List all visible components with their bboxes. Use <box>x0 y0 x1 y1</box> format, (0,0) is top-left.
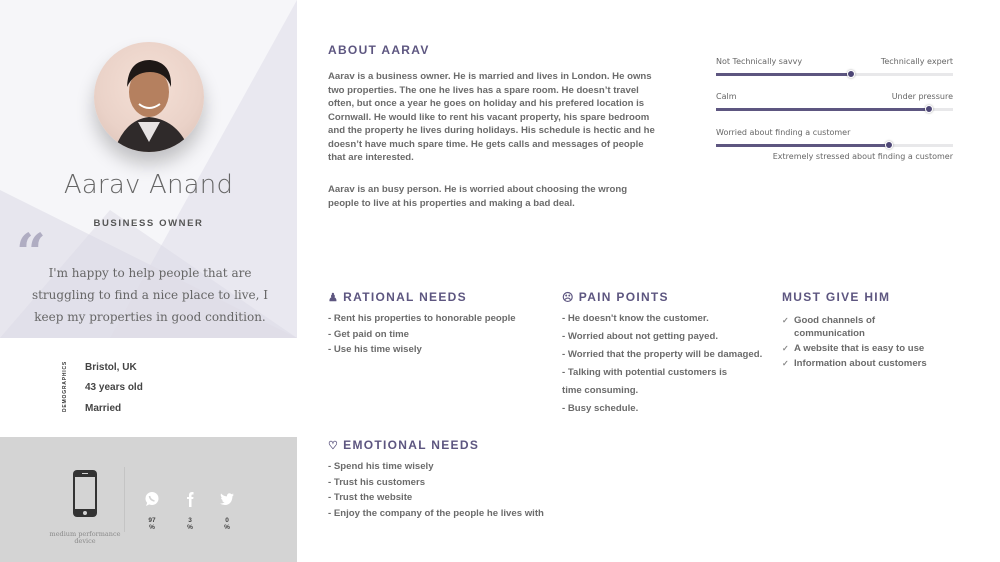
list-item: - Rent his properties to honorable people <box>328 313 516 324</box>
avatar <box>94 42 204 152</box>
rational-needs-title: ♟ RATIONAL NEEDS <box>328 290 467 304</box>
about-paragraph-1: Aarav is a business owner. He is married and lives in London. He owns two properties. The one he lives has a spare room. He doesn’t travel often, but once a year he goes on holiday and his prefered location is Cornwall. He would like to rent his vacant property, his spare bedroom and the property he lives during holidays. His schedule is hectic and he doesn’t have much spare time. He gets calls and messages of people that are interested. <box>328 71 655 163</box>
emotional-needs-title: ♡ EMOTIONAL NEEDS <box>328 438 480 452</box>
list-item: - Worried about not getting payed. <box>562 331 718 342</box>
pain-points-list <box>562 310 762 418</box>
list-item: - Enjoy the company of the people he lives with <box>328 507 544 519</box>
quote-icon: “ <box>16 223 46 284</box>
trait-slider-stress <box>716 128 953 161</box>
profile-header <box>0 0 297 338</box>
slider-fill <box>716 73 851 76</box>
slider-fill <box>716 144 889 147</box>
emotional-needs-list <box>328 459 544 521</box>
list-item: - Trust the website <box>328 492 413 503</box>
trait-right-label: Technically expert <box>880 57 953 66</box>
whatsapp-usage: 97 % <box>148 517 156 531</box>
twitter-usage: 0 % <box>224 517 230 531</box>
twitter-icon <box>219 491 235 507</box>
list-item: - Busy schedule. <box>562 403 639 414</box>
pain-points-title: ☹ PAIN POINTS <box>562 290 669 304</box>
trait-right-label: Extremely stressed about finding a customer <box>772 152 953 161</box>
list-item: - Spend his time wisely <box>328 461 434 472</box>
list-item: ✓ A website that is easy to use <box>782 343 925 354</box>
rational-needs-list <box>328 311 516 358</box>
slider-knob <box>847 70 855 78</box>
facebook-usage: 3 % <box>187 517 193 531</box>
avatar-photo <box>94 42 204 152</box>
demographic-age: 43 years old <box>85 382 143 393</box>
trait-slider-pressure <box>716 92 953 111</box>
trait-left-label: Calm <box>716 92 737 101</box>
list-item: - Worried that the property will be damaged. <box>562 349 763 360</box>
must-give-title: MUST GIVE HIM <box>782 290 891 304</box>
whatsapp-icon <box>144 491 160 507</box>
demographics-section <box>0 338 297 437</box>
user-icon: ♟ <box>328 292 340 304</box>
slider-knob <box>925 105 933 113</box>
slider-fill <box>716 108 929 111</box>
facebook-icon <box>182 491 198 507</box>
sad-face-icon: ☹ <box>562 292 575 304</box>
smartphone-icon <box>73 470 97 517</box>
list-item: - Trust his customers <box>328 476 426 488</box>
list-item: ✓ Information about customers <box>782 358 927 369</box>
list-item: - He doesn't know the customer. <box>562 313 709 324</box>
about-title: ABOUT AARAV <box>328 43 430 57</box>
list-item: - Get paid on time <box>328 328 410 340</box>
about-paragraph-2: Aarav is an busy person. He is worried about choosing the wrong people to live at his properties and making a bad deal. <box>328 184 628 209</box>
demographic-location: Bristol, UK <box>85 362 137 373</box>
demographics-label: DEMOGRAPHICS <box>62 361 68 412</box>
slider-track <box>716 108 953 111</box>
device-caption: medium performance device <box>49 530 121 545</box>
device-section <box>0 437 297 562</box>
trait-left-label: Not Technically savvy <box>716 57 803 66</box>
check-icon: ✓ <box>782 316 789 325</box>
persona-role: BUSINESS OWNER <box>93 218 204 229</box>
list-item: - Use his time wisely <box>328 344 422 355</box>
demographic-status: Married <box>85 403 122 414</box>
trait-left-label: Worried about finding a customer <box>716 128 851 137</box>
slider-track <box>716 73 953 76</box>
list-item: ✓ Good channels of communication <box>782 315 876 339</box>
check-icon: ✓ <box>782 359 789 368</box>
list-item: time consuming. <box>562 385 639 396</box>
persona-quote: I'm happy to help people that are struggling to find a nice place to live, I keep my properties in good condition. <box>31 266 269 324</box>
check-icon: ✓ <box>782 344 789 353</box>
trait-right-label: Under pressure <box>891 92 953 101</box>
trait-slider-tech <box>716 57 953 76</box>
profile-panel <box>0 0 297 562</box>
slider-knob <box>885 141 893 149</box>
heart-icon: ♡ <box>328 440 340 452</box>
must-give-list <box>782 314 942 372</box>
slider-track <box>716 144 953 147</box>
list-item: - Talking with potential customers is <box>562 367 728 378</box>
divider <box>124 467 125 532</box>
persona-name: Aarav Anand <box>63 170 234 200</box>
